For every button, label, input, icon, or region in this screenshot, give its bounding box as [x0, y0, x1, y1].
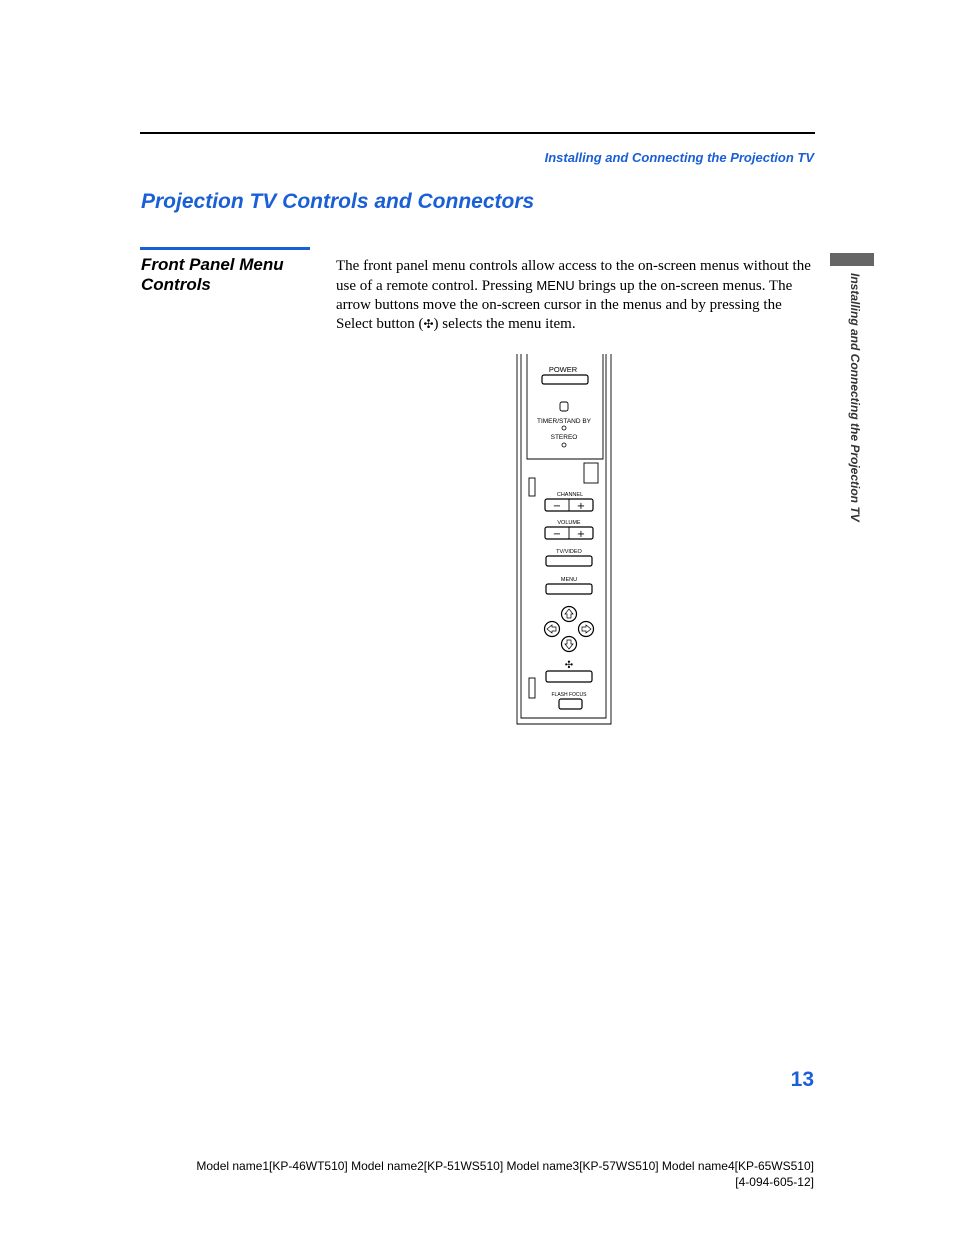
side-tab: [830, 253, 874, 266]
footer-models: Model name1[KP-46WT510] Model name2[KP-51WS510] Model name3[KP-57WS510] Model name4[KP-65WS510]: [196, 1159, 814, 1173]
section-body: [336, 257, 811, 334]
side-clip-top: [529, 478, 535, 496]
label-flash-focus: FLASH FOCUS: [551, 692, 587, 698]
timer-led: [562, 426, 566, 430]
menu-button: [546, 584, 592, 594]
tv-video-button: [546, 556, 592, 566]
menu-word: MENU: [536, 278, 575, 293]
select-glyph-icon: ✣: [423, 317, 434, 331]
volume-plus-icon: +: [576, 529, 586, 540]
page-number: 13: [790, 1068, 814, 1091]
page-title: Projection TV Controls and Connectors: [141, 190, 535, 213]
body-text-part2: brings up the on-screen menus. The arrow buttons move the on-screen cursor in the menus and by pressing the Select button (: [336, 278, 793, 332]
section-heading: Front Panel Menu Controls: [141, 255, 284, 294]
channel-minus-icon: −: [552, 501, 562, 512]
body-text-part1: The front panel menu controls allow access to the on-screen menus without the use of a remote control. Pressing: [336, 258, 811, 294]
timer-indicator: [560, 402, 568, 411]
side-tab-text: Installing and Connecting the Projection TV: [848, 273, 862, 522]
front-panel-illustration: [514, 352, 614, 728]
footer-part-number: [4-094-605-12]: [735, 1175, 814, 1189]
select-icon: ✣: [564, 660, 574, 671]
power-button: [542, 375, 588, 384]
label-power: POWER: [548, 365, 578, 374]
volume-minus-icon: −: [552, 529, 562, 540]
label-volume: VOLUME: [557, 520, 581, 526]
label-channel: CHANNEL: [556, 492, 584, 498]
section-rule: [140, 247, 310, 250]
footer: [196, 1158, 814, 1190]
label-stereo: STEREO: [550, 434, 578, 441]
arrow-pad: [545, 607, 594, 652]
body-text-part3: ) selects the menu item.: [433, 316, 576, 332]
stereo-led: [562, 443, 566, 447]
label-menu: MENU: [560, 577, 578, 583]
channel-plus-icon: +: [576, 501, 586, 512]
side-clip-bottom: [529, 678, 535, 698]
flash-focus-button: [559, 699, 582, 709]
door-latch: [584, 463, 598, 483]
top-rule: [140, 132, 815, 134]
running-head: Installing and Connecting the Projection TV: [544, 150, 814, 165]
label-timer: TIMER/STAND BY: [536, 418, 592, 425]
select-button: [546, 671, 592, 682]
label-tv-video: TV/VIDEO: [556, 549, 582, 555]
